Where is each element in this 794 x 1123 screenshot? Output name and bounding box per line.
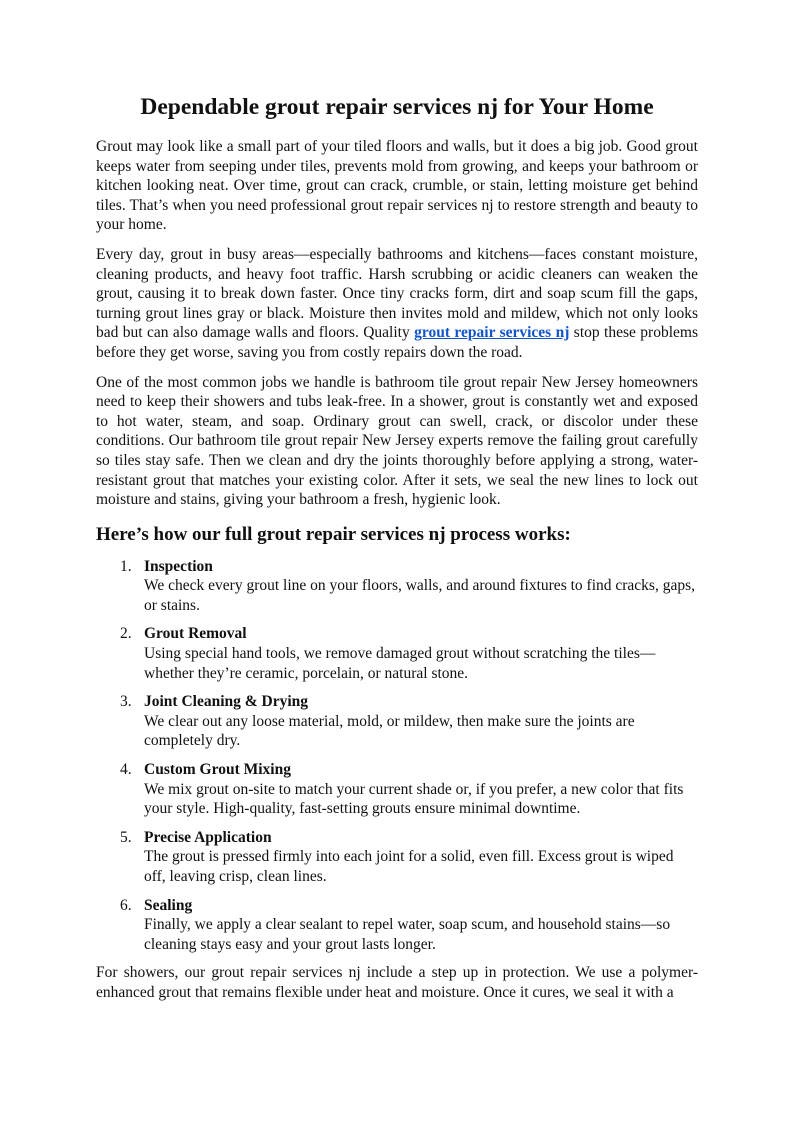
step-number: 2. [120, 625, 132, 643]
step-description: Finally, we apply a clear sealant to repel water, soap scum, and household stains—so cleaning stays easy and your grout lasts longer. [144, 916, 671, 953]
step-title: Custom Grout Mixing [144, 761, 291, 779]
list-item [96, 692, 698, 751]
intro-paragraph: Grout may look like a small part of your tiled floors and walls, but it does a big job. Good grout keeps water from seeping under tiles, prevents mold from growing, and keeps your bathroom or kitchen looking neat. Over time, grout can crack, crumble, or stain, letting moisture get behind tiles. That’s when you need professional grout repair services nj to restore strength and beauty to your home. [96, 138, 698, 234]
step-description: We mix grout on-site to match your current shade or, if you prefer, a new color that fits your style. High-quality, fast-setting grouts ensure minimal downtime. [144, 780, 684, 818]
step-number: 6. [120, 896, 132, 914]
causes-text-before: Every day, grout in busy areas—especially bathrooms and kitchens—faces constant moisture, cleaning products, and heavy foot traffic. Harsh scrubbing or acidic cleaners can weaken the grout, causing it to break down faster. Once tiny cracks form, dirt and soap scum fill the gaps, turning grout lines gray or black. Moisture then invites mold and mildew, which not only looks bad but can also damage walls and floors. Quality [96, 245, 698, 342]
process-heading: Here’s how our full grout repair services nj process works: [96, 523, 571, 545]
step-description: We check every grout line on your floors, walls, and around fixtures to find cracks, gaps, or stains. [144, 577, 695, 614]
step-title: Precise Application [144, 828, 272, 846]
step-title: Joint Cleaning & Drying [144, 693, 309, 711]
process-steps-list [96, 557, 698, 955]
step-number: 4. [120, 761, 132, 779]
list-item [96, 760, 698, 819]
step-title: Grout Removal [144, 625, 247, 643]
causes-text-after: stop these problems before they get worse, saving you from costly repairs down the road. [96, 324, 698, 361]
step-number: 5. [120, 828, 132, 846]
list-item [96, 557, 698, 616]
shower-paragraph: For showers, our grout repair services nj include a step up in protection. We use a polymer-enhanced grout that remains flexible under heat and moisture. Once it cures, we seal it with a [96, 964, 698, 1001]
list-item [96, 896, 698, 955]
list-item [96, 828, 698, 887]
step-description: Using special hand tools, we remove damaged grout without scratching the tiles—whether they’re ceramic, porcelain, or natural stone. [144, 645, 656, 682]
step-title: Sealing [144, 896, 193, 914]
causes-paragraph [96, 245, 698, 363]
page-title: Dependable grout repair services nj for Your Home [140, 94, 654, 120]
step-description: We clear out any loose material, mold, or mildew, then make sure the joints are completely dry. [144, 712, 635, 750]
grout-repair-link[interactable]: grout repair services nj [414, 324, 570, 342]
bathroom-paragraph: One of the most common jobs we handle is bathroom tile grout repair New Jersey homeowners need to keep their showers and tubs leak-free. In a shower, grout is constantly wet and exposed to hot water, steam, and soap. Ordinary grout can swell, crack, or discolor under these conditions. Our bathroom tile grout repair New Jersey experts remove the failing grout carefully so tiles stay safe. Then we clean and dry the joints thoroughly before applying a strong, water-resistant grout that matches your existing color. After it sets, we seal the new lines to lock out moisture and stains, giving your bathroom a fresh, hygienic look. [96, 373, 698, 509]
step-title: Inspection [144, 557, 213, 575]
step-number: 3. [120, 693, 132, 711]
step-description: The grout is pressed firmly into each joint for a solid, even fill. Excess grout is wiped off, leaving crisp, clean lines. [144, 848, 674, 885]
step-number: 1. [120, 557, 132, 575]
list-item [96, 624, 698, 683]
